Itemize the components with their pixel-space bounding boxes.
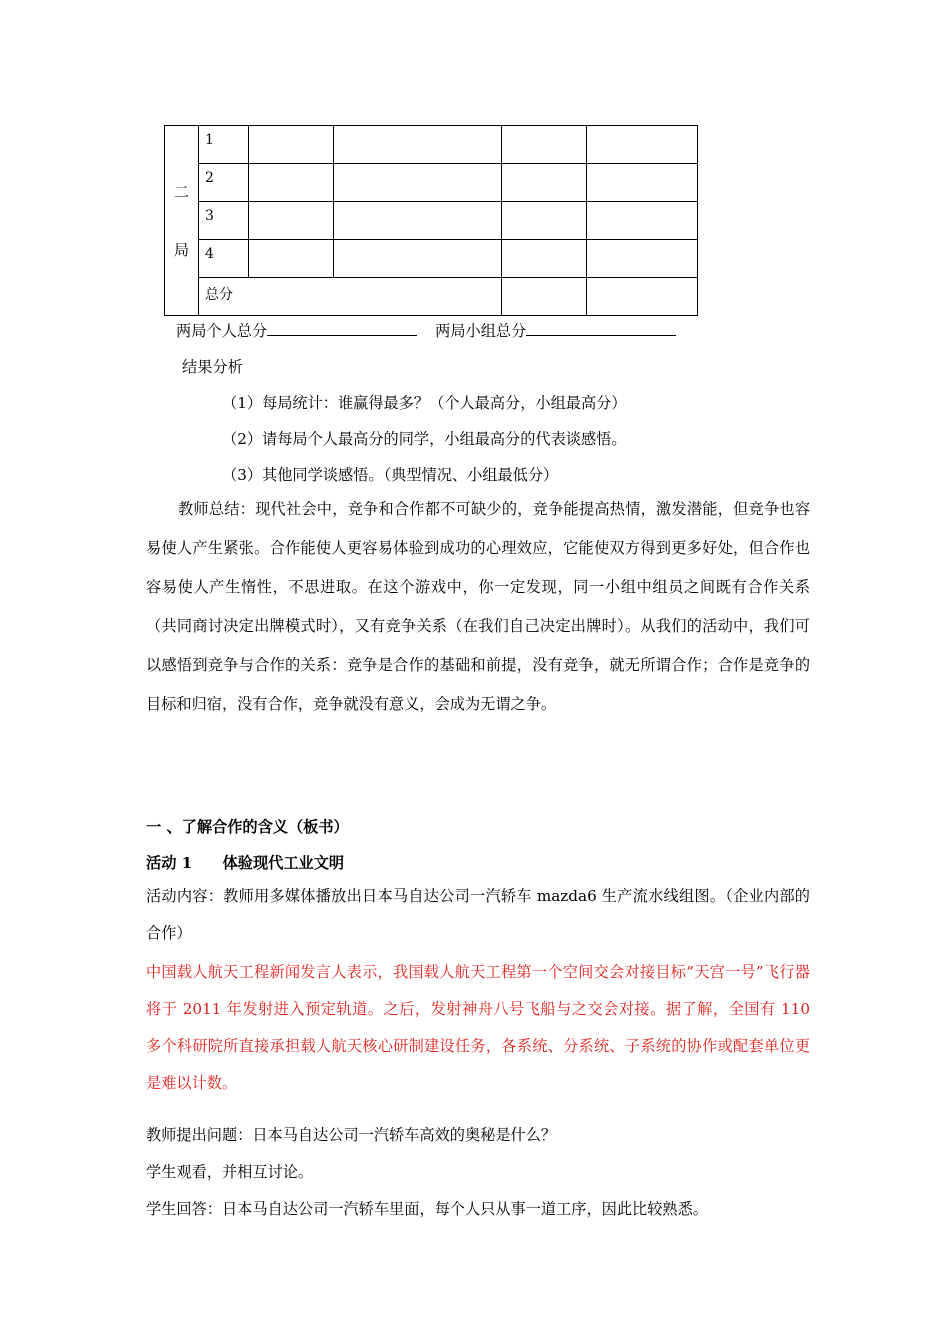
table-cell — [587, 202, 698, 240]
round-label-bottom: 局 — [173, 240, 189, 259]
table-cell — [334, 164, 502, 202]
table-cell — [334, 202, 502, 240]
table-cell — [587, 164, 698, 202]
analysis-item: （2）请每局个人最高分的同学，小组最高分的代表谈感悟。 — [222, 430, 627, 448]
group-total-blank — [526, 320, 676, 336]
activity-title: 活动 1 体验现代工业文明 — [146, 854, 345, 872]
table-row — [165, 240, 698, 278]
round-label-top: 二 — [173, 182, 189, 201]
group-total-label: 两局小组总分 — [435, 322, 527, 340]
table-row — [165, 278, 698, 316]
score-table — [164, 125, 698, 316]
analysis-item: （1）每局统计：谁赢得最多？（个人最高分，小组最高分） — [222, 394, 627, 412]
student-answer: 学生回答：日本马自达公司一汽轿车里面，每个人只从事一道工序，因此比较熟悉。 — [146, 1200, 708, 1218]
table-row — [165, 126, 698, 164]
section-heading: 一 、了解合作的含义（板书） — [146, 818, 349, 836]
row-number: 1 — [199, 126, 249, 164]
personal-total-label: 两局个人总分 — [176, 322, 268, 340]
row-number: 4 — [199, 240, 249, 278]
totals-line — [176, 320, 676, 341]
table-cell — [249, 164, 334, 202]
table-cell — [587, 240, 698, 278]
activity-content: 活动内容：教师用多媒体播放出日本马自达公司一汽轿车 mazda6 生产流水线组图。（企业内部的合作） — [146, 887, 810, 942]
table-cell — [249, 240, 334, 278]
highlighted-paragraph: 中国载人航天工程新闻发言人表示，我国载人航天工程第一个空间交会对接目标“天宫一号”飞行器将于 2011 年发射进入预定轨道。之后，发射神舟八号飞船与之交会对接。据了解，全国有 110 多个科研院所直接承担载人航天核心研制建设任务，各系统、分系统、子系统的协作或配套单位更是难以计数。 — [146, 963, 810, 1092]
analysis-item: （3）其他同学谈感悟。（典型情况、小组最低分） — [222, 466, 559, 484]
personal-total-blank — [267, 320, 417, 336]
round-label-cell — [165, 126, 199, 316]
table-cell — [502, 240, 587, 278]
student-watch: 学生观看，并相互讨论。 — [146, 1163, 314, 1181]
table-cell — [502, 126, 587, 164]
table-cell — [502, 164, 587, 202]
analysis-heading: 结果分析 — [182, 358, 243, 376]
table-cell — [249, 202, 334, 240]
table-cell — [587, 278, 698, 316]
row-number: 2 — [199, 164, 249, 202]
table-row — [165, 164, 698, 202]
table-cell — [334, 240, 502, 278]
total-label: 总分 — [199, 278, 502, 316]
table-cell — [587, 126, 698, 164]
table-cell — [249, 126, 334, 164]
table-cell — [502, 202, 587, 240]
table-cell — [334, 126, 502, 164]
row-number: 3 — [199, 202, 249, 240]
teacher-summary: 教师总结：现代社会中，竞争和合作都不可缺少的，竞争能提高热情，激发潜能，但竞争也容易使人产生紧张。合作能使人更容易体验到成功的心理效应，它能使双方得到更多好处，但合作也容易使人产生惰性，不思进取。在这个游戏中，你一定发现，同一小组中组员之间既有合作关系（共同商讨决定出牌模式时），又有竞争关系（在我们自己决定出牌时）。从我们的活动中，我们可以感悟到竞争与合作的关系：竞争是合作的基础和前提，没有竞争，就无所谓合作；合作是竞争的目标和归宿，没有合作，竞争就没有意义，会成为无谓之争。 — [146, 500, 810, 713]
table-row — [165, 202, 698, 240]
teacher-question: 教师提出问题：日本马自达公司一汽轿车高效的奥秘是什么？ — [146, 1126, 557, 1144]
table-cell — [502, 278, 587, 316]
